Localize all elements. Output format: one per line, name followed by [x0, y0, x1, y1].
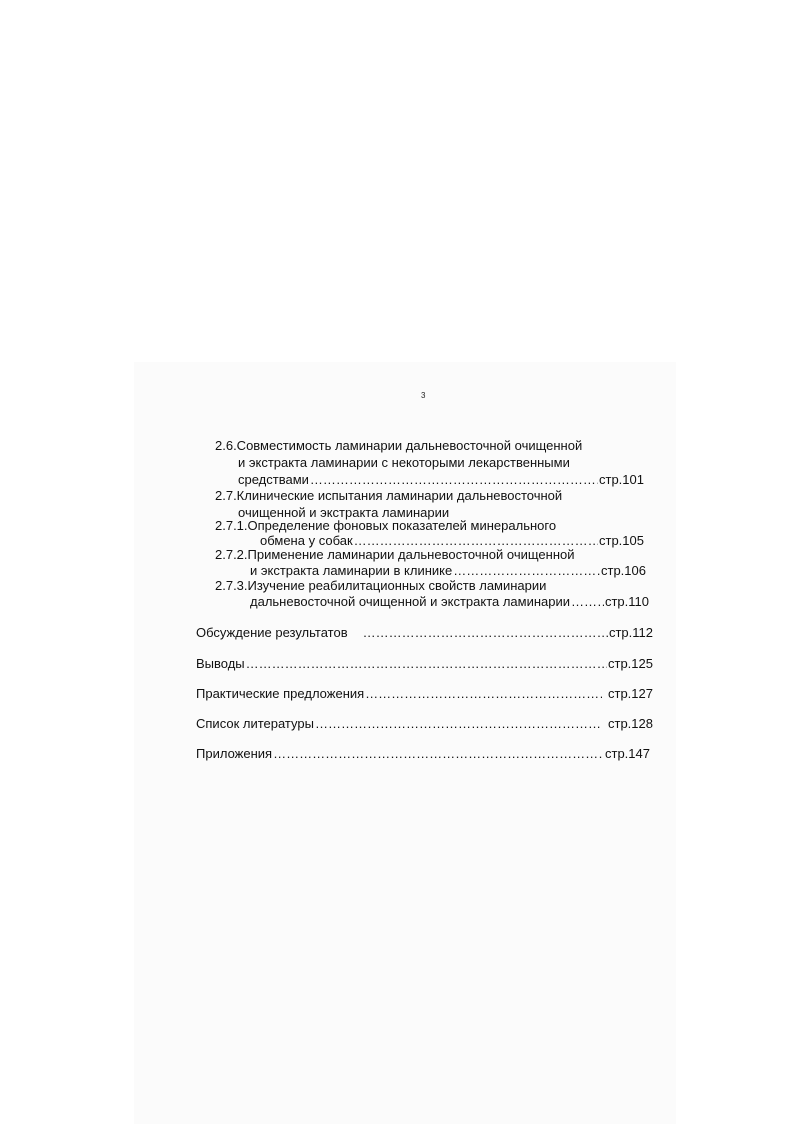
toc-entry-text: обмена у собак: [260, 533, 353, 548]
toc-2-7-3-line-2: [250, 594, 649, 610]
toc-page-ref: стр.128: [608, 716, 653, 731]
toc-discussion: [196, 625, 653, 641]
toc-2-7-line-1: 2.7.Клинические испытания ламинарии дальневосточной: [215, 488, 563, 503]
toc-appendices: [196, 746, 650, 762]
toc-entry-text: Список литературы: [196, 716, 314, 731]
toc-entry-text: Приложения: [196, 746, 273, 761]
toc-entry-text: дальневосточной очищенной и экстракта ламинарии: [250, 594, 571, 609]
leader-dots: [246, 656, 607, 672]
leader-dots: [310, 472, 598, 488]
toc-page-ref: стр.147: [605, 746, 650, 761]
toc-2-7-line-2: очищенной и экстракта ламинарии: [238, 505, 450, 520]
leader-dots: [273, 746, 604, 762]
toc-practical: [196, 686, 653, 702]
toc-page-ref: стр.127: [608, 686, 653, 701]
toc-conclusions: [196, 656, 653, 672]
toc-2-7-2-line-1: 2.7.2.Применение ламинарии дальневосточной очищенной: [215, 547, 575, 562]
toc-page-ref: стр.125: [608, 656, 653, 671]
toc-2-7-1-line-1: 2.7.1.Определение фоновых показателей минерального: [215, 518, 557, 533]
page-number: 3: [421, 391, 426, 400]
toc-entry-text: Обсуждение результатов: [196, 625, 348, 640]
leader-dots: [315, 716, 602, 732]
toc-literature: [196, 716, 653, 732]
toc-page-ref: стр.106: [601, 563, 646, 578]
toc-entry-text: и экстракта ламинарии в клинике: [250, 563, 453, 578]
leader-dots: [453, 563, 600, 579]
toc-2-7-2-line-2: [250, 563, 646, 579]
toc-entry-text: средствами: [238, 472, 309, 487]
toc-2-6-line-1: 2.6.Совместимость ламинарии дальневосточной очищенной: [215, 438, 583, 453]
toc-entry-text: Практические предложения: [196, 686, 365, 701]
leader-dots: [365, 686, 602, 702]
leader-dots: [571, 594, 604, 610]
toc-page-ref: стр.105: [599, 533, 644, 548]
toc-page-ref: стр.110: [604, 594, 649, 609]
toc-entry-text: Выводы: [196, 656, 245, 671]
toc-2-7-3-line-1: 2.7.3.Изучение реабилитационных свойств ламинарии: [215, 578, 547, 593]
toc-2-6-line-3: [238, 472, 644, 488]
toc-page-ref: стр.112: [608, 625, 653, 640]
toc-page-ref: стр.101: [599, 472, 644, 487]
leader-dots: [363, 625, 608, 641]
toc-2-6-line-2: и экстракта ламинарии с некоторыми лекарственными: [238, 455, 570, 470]
